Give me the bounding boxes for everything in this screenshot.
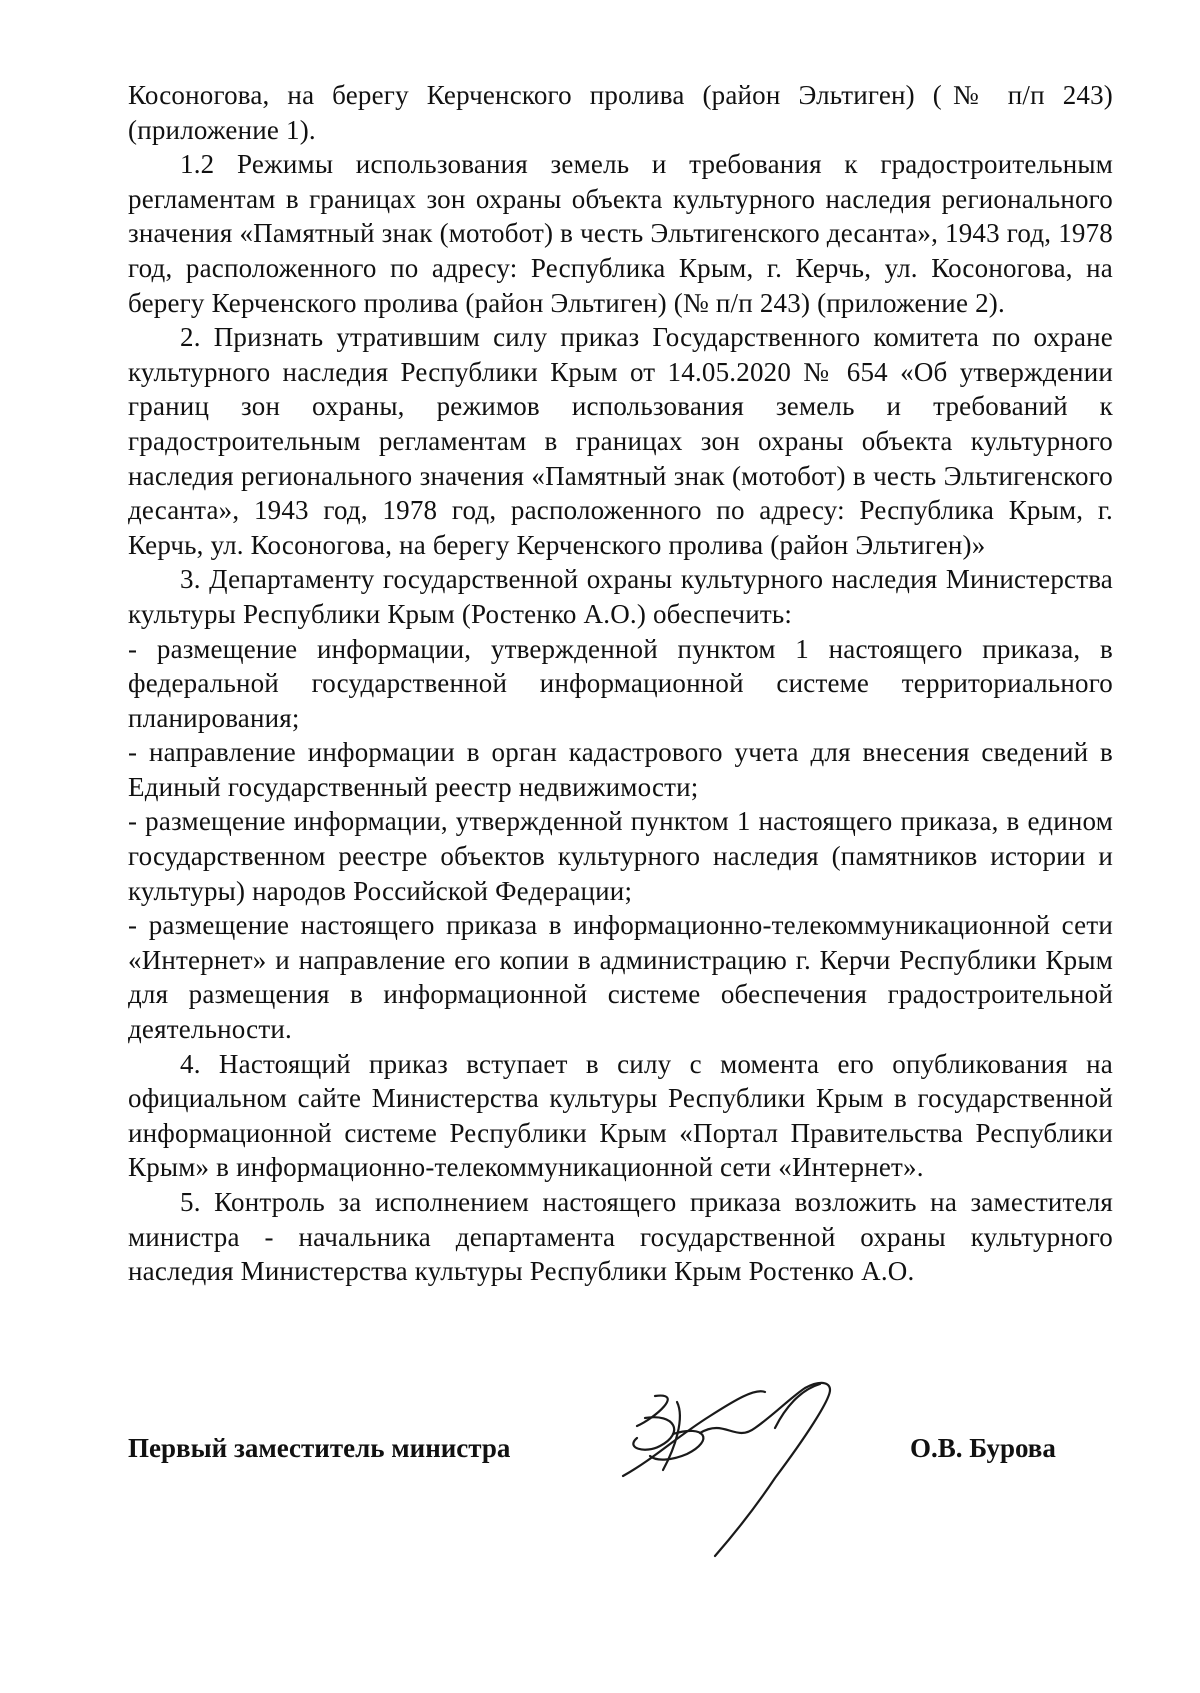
document-body [128,78,1113,1289]
signatory-name: О.В. Бурова [910,1433,1056,1463]
paragraph-1-2: 1.2 Режимы использования земель и требования к градостроительным регламентам в границах зон охраны объекта культурного наследия регионального значения «Памятный знак (мотобот) в честь Эльтигенского десанта», 1943 год, 1978 год, расположенного по адресу: Республика Крым, г. Керчь, ул. Косоногова, на берегу Керченского пролива (район Эльтиген) (№ п/п 243) (приложение 2). [128,149,1113,318]
signature-block [128,1433,1088,1473]
paragraph-4: 4. Настоящий приказ вступает в силу с момента его опубликования на официальном сайте Министерства культуры Республики Крым в государственной информационной системе Республики Крым «Портал Правительства Республики Крым» в информационно-телекоммуникационной сети «Интернет». [128,1048,1113,1183]
paragraph-3: 3. Департаменту государственной охраны культурного наследия Министерства культуры Республики Крым (Ростенко А.О.) обеспечить: [128,564,1113,629]
paragraph-5: 5. Контроль за исполнением настоящего приказа возложить на заместителя министра - начальника департамента государственной охраны культурного наследия Министерства культуры Республики Крым Ростенко А.О. [128,1187,1113,1287]
list-item: - размещение настоящего приказа в информационно-телекоммуникационной сети «Интернет» и направление его копии в администрацию г. Керчи Республики Крым для размещения в информационной системе обеспечения градостроительной деятельности. [128,910,1113,1045]
handwritten-signature [615,1378,875,1563]
list-item: - направление информации в орган кадастрового учета для внесения сведений в Единый государственный реестр недвижимости; [128,737,1113,802]
paragraph-continuation: Косоногова, на берегу Керченского пролива (район Эльтиген) (№ п/п 243) (приложение 1). [128,80,1113,145]
list-item: - размещение информации, утвержденной пунктом 1 настоящего приказа, в едином государственном реестре объектов культурного наследия (памятников истории и культуры) народов Российской Федерации; [128,806,1113,906]
paragraph-2: 2. Признать утратившим силу приказ Государственного комитета по охране культурного наследия Республики Крым от 14.05.2020 № 654 «Об утверждении границ зон охраны, режимов использования земель и требований к градостроительным регламентам в границах зон охраны объекта культурного наследия регионального значения «Памятный знак (мотобот) в честь Эльтигенского десанта», 1943 год, 1978 год, расположенного по адресу: Республика Крым, г. Керчь, ул. Косоногова, на берегу Керченского пролива (район Эльтиген)» [128,322,1113,560]
list-item: - размещение информации, утвержденной пунктом 1 настоящего приказа, в федеральной государственной информационной системе территориального планирования; [128,633,1113,733]
signatory-title: Первый заместитель министра [128,1433,511,1463]
